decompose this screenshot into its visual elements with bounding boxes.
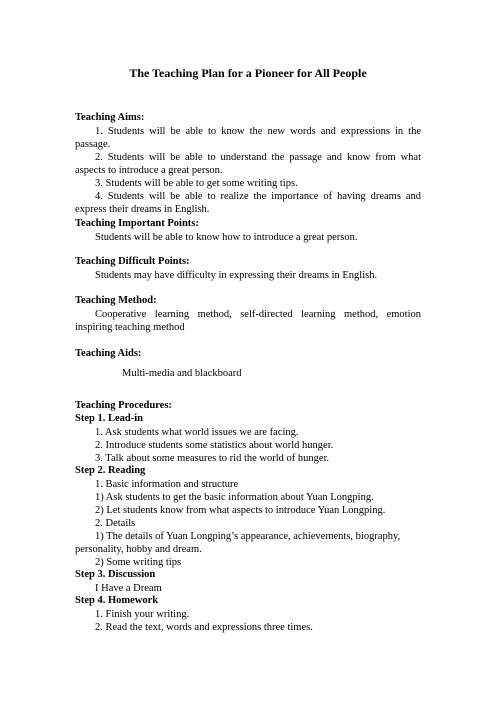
step-2-item: 2. Details bbox=[95, 518, 136, 529]
step-3-heading: Step 3. Discussion bbox=[75, 569, 156, 580]
step-2-item: 2) Let students know from what aspects to introduce Yuan Longping. bbox=[95, 505, 386, 516]
step-2-item: 1. Basic information and structure bbox=[95, 479, 239, 490]
step-2-item: 1) The details of Yuan Longping’s appearance, achievements, biography, personality, hobby and dream. bbox=[75, 531, 401, 555]
teaching-procedures-heading: Teaching Procedures: bbox=[75, 400, 172, 411]
document-title: The Teaching Plan for a Pioneer for All People bbox=[129, 66, 367, 80]
teaching-aids-text: Multi-media and blackboard bbox=[122, 368, 242, 379]
teaching-aids-heading: Teaching Aids: bbox=[75, 348, 142, 359]
step-1-item: 3. Talk about some measures to rid the world of hunger. bbox=[95, 453, 330, 464]
step-3-item: I Have a Dream bbox=[95, 583, 162, 594]
teaching-method-section bbox=[75, 295, 421, 334]
teaching-procedures-section bbox=[75, 400, 421, 634]
important-points-section bbox=[75, 218, 421, 244]
aim-item: 4. Students will be able to realize the importance of having dreams and express their dreams in English. bbox=[75, 191, 421, 215]
teaching-aims-heading: Teaching Aims: bbox=[75, 112, 145, 123]
important-points-text: Students will be able to know how to introduce a great person. bbox=[95, 232, 358, 243]
step-2-item: 2) Some writing tips bbox=[95, 557, 182, 568]
step-4-item: 1. Finish your writing. bbox=[95, 609, 190, 620]
teaching-method-text: Cooperative learning method, self-directed learning method, emotion inspiring teaching method bbox=[75, 309, 421, 333]
aim-item: 3. Students will be able to get some writing tips. bbox=[95, 178, 298, 189]
difficult-points-text: Students may have difficulty in expressing their dreams in English. bbox=[95, 270, 378, 281]
step-1-heading: Step 1. Lead-in bbox=[75, 413, 143, 424]
step-1-item: 2. Introduce students some statistics about world hunger. bbox=[95, 440, 334, 451]
step-4-item: 2. Read the text, words and expressions three times. bbox=[95, 622, 313, 633]
teaching-aims-section bbox=[75, 112, 421, 216]
step-1-item: 1. Ask students what world issues we are facing. bbox=[95, 427, 299, 438]
step-2-item: 1) Ask students to get the basic information about Yuan Longping. bbox=[95, 492, 374, 503]
difficult-points-heading: Teaching Difficult Points: bbox=[75, 256, 190, 267]
step-4-heading: Step 4. Homework bbox=[75, 595, 159, 606]
teaching-method-heading: Teaching Method: bbox=[75, 295, 157, 306]
aim-item: 2. Students will be able to understand the passage and know from what aspects to introduce a great person. bbox=[75, 152, 421, 176]
step-2-heading: Step 2. Reading bbox=[75, 465, 146, 476]
important-points-heading: Teaching Important Points: bbox=[75, 218, 199, 229]
aim-item: 1. Students will be able to know the new words and expressions in the passage. bbox=[75, 126, 421, 150]
difficult-points-section bbox=[75, 256, 421, 282]
teaching-aids-section bbox=[75, 348, 421, 380]
